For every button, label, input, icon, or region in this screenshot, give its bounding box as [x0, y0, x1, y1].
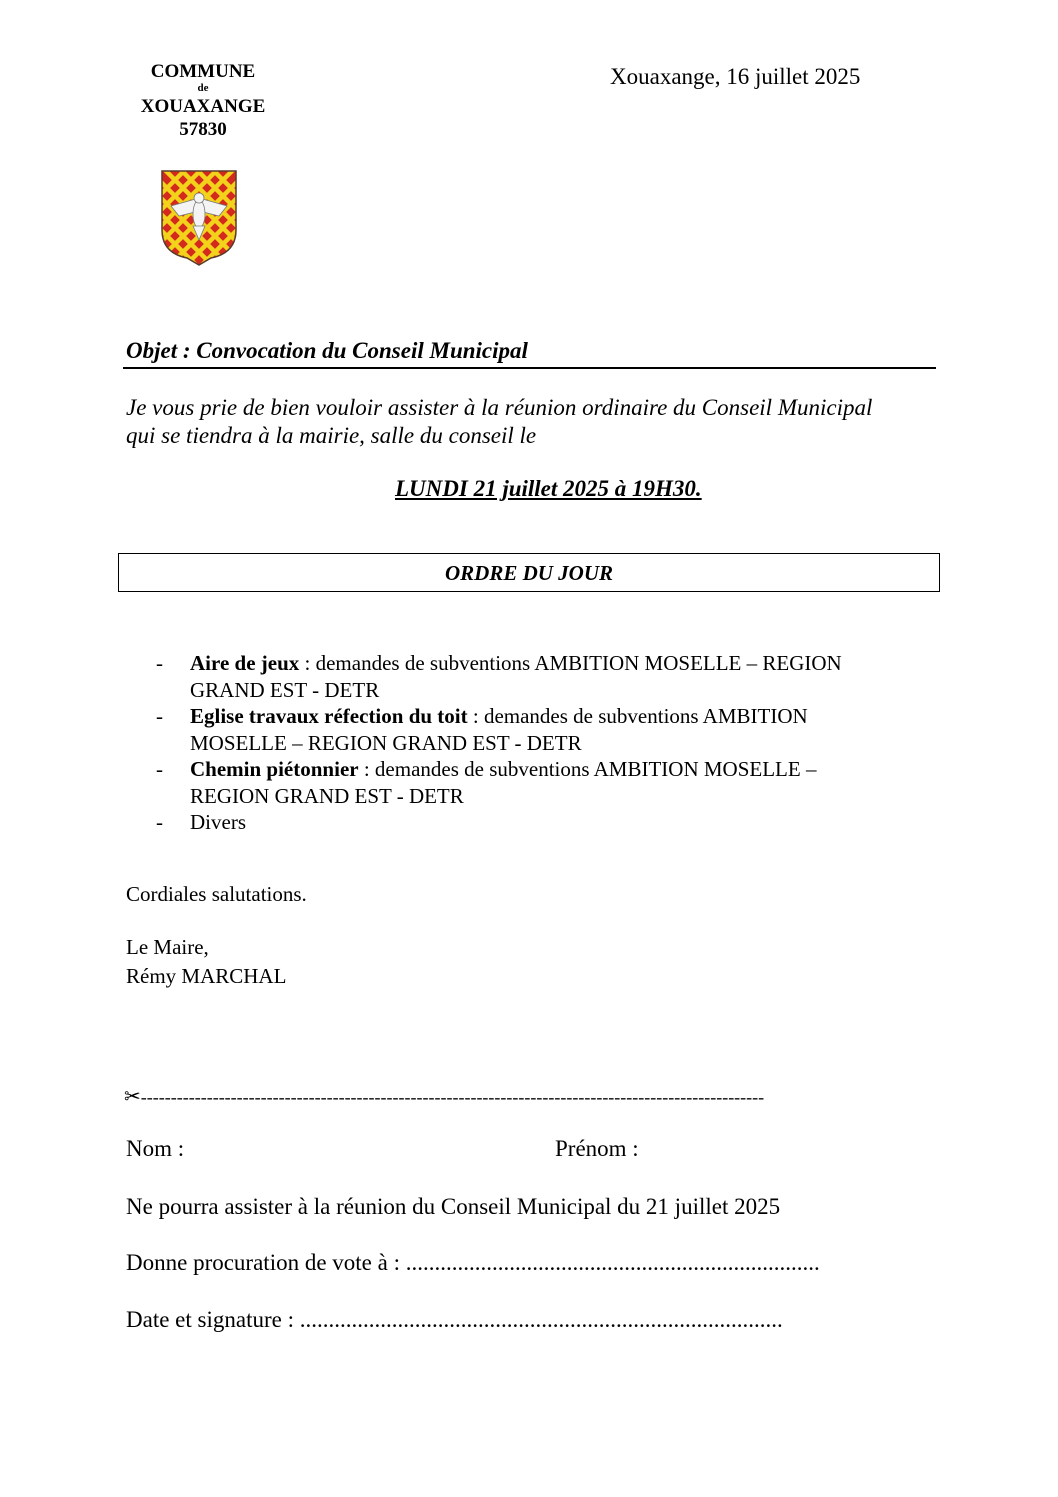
agenda-item-title: Eglise travaux réfection du toit	[190, 704, 468, 728]
commune-label: COMMUNE	[150, 61, 256, 82]
agenda-item-title: Chemin piétonnier	[190, 757, 359, 781]
agenda-item-text: GRAND EST - DETR	[190, 677, 380, 702]
agenda-item	[156, 650, 936, 703]
commune-postcode: 57830	[179, 119, 227, 140]
absence-statement: Ne pourra assister à la réunion du Conseil Municipal du 21 juillet 2025	[126, 1194, 781, 1219]
commune-name: XOUAXANGE	[140, 96, 266, 117]
meeting-date: LUNDI 21 juillet 2025 à 19H30.	[395, 476, 702, 501]
agenda-list	[156, 650, 936, 836]
agenda-item-text: REGION GRAND EST - DETR	[190, 783, 464, 808]
list-dash: -	[156, 757, 163, 781]
subject-underline	[123, 367, 936, 369]
agenda-item-text: MOSELLE – REGION GRAND EST - DETR	[190, 730, 582, 755]
proxy-vote-field[interactable]: Donne procuration de vote à : ........................................................................	[126, 1250, 820, 1275]
agenda-item	[156, 756, 936, 809]
agenda-item	[156, 703, 936, 756]
tear-off-line	[124, 1084, 764, 1108]
agenda-item-title: Aire de jeux	[190, 651, 300, 675]
agenda-item-text: : demandes de subventions AMBITION MOSELLE – REGION	[299, 651, 842, 675]
coat-of-arms-icon	[159, 168, 239, 268]
agenda-title-box	[118, 553, 940, 592]
agenda-item-text: : demandes de subventions AMBITION MOSELLE –	[358, 757, 817, 781]
agenda-item-text: Divers	[190, 810, 246, 834]
signatory-name: Rémy MARCHAL	[126, 964, 287, 988]
nom-field[interactable]: Nom :	[126, 1136, 185, 1161]
prenom-field[interactable]: Prénom :	[555, 1136, 639, 1161]
commune-de: de	[197, 82, 209, 94]
list-dash: -	[156, 810, 163, 834]
agenda-title: ORDRE DU JOUR	[444, 561, 614, 585]
list-dash: -	[156, 651, 163, 675]
agenda-item-text: : demandes de subventions AMBITION	[467, 704, 808, 728]
scissors-icon: ✂	[124, 1084, 141, 1108]
intro-line: Je vous prie de bien vouloir assister à la réunion ordinaire du Conseil Municipal	[126, 395, 873, 420]
closing-salutation: Cordiales salutations.	[126, 882, 307, 906]
tear-off-dashes: --------------------------------------------------------------------------------------------------------	[140, 1087, 765, 1107]
letter-date: Xouaxange, 16 juillet 2025	[610, 64, 861, 89]
agenda-item	[156, 809, 936, 836]
signatory-title: Le Maire,	[126, 935, 209, 959]
list-dash: -	[156, 704, 163, 728]
subject-line: Objet : Convocation du Conseil Municipal	[126, 338, 528, 363]
intro-paragraph	[126, 394, 956, 450]
commune-header	[118, 62, 288, 139]
intro-line: qui se tiendra à la mairie, salle du conseil le	[126, 423, 537, 448]
signatory-block	[126, 933, 286, 991]
date-signature-field[interactable]: Date et signature : ....................................................................................	[126, 1307, 783, 1332]
